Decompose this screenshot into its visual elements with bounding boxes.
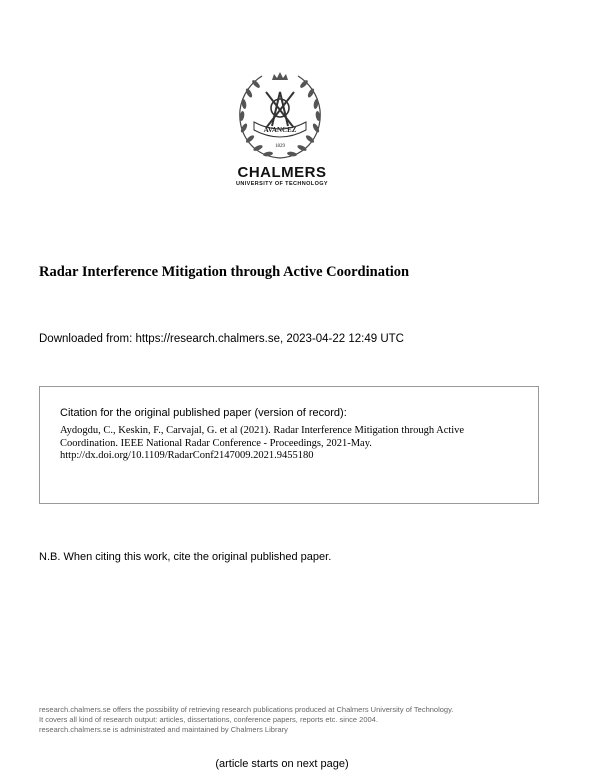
citation-line: Aydogdu, C., Keskin, F., Carvajal, G. et al (2021). Radar Interference Mitigation through Active [60, 425, 465, 436]
nb-note: N.B. When citing this work, cite the original published paper. [39, 551, 332, 563]
footer-line: It covers all kind of research output: articles, dissertations, conference papers, reports etc. since 2004. [39, 715, 378, 724]
downloaded-from-text: Downloaded from: https://research.chalmers.se, 2023-04-22 12:49 UTC [39, 333, 404, 345]
paper-title: Radar Interference Mitigation through Active Coordination [39, 264, 410, 280]
chalmers-seal-logo [232, 68, 328, 164]
next-page-note: (article starts on next page) [215, 758, 349, 770]
seal-banner-text: AVANCEZ [263, 126, 297, 134]
brand-name: CHALMERS [237, 164, 327, 181]
brand-subtitle: UNIVERSITY OF TECHNOLOGY [235, 181, 328, 187]
citation-line: Coordination. IEEE National Radar Conference - Proceedings, 2021-May. [60, 437, 372, 449]
footer-text [39, 705, 453, 735]
citation-doi-link[interactable]: http://dx.doi.org/10.1109/RadarConf2147009.2021.9455180 [60, 450, 314, 461]
footer-line: research.chalmers.se offers the possibility of retrieving research publications produced at Chalmers University of Technology. [39, 705, 454, 714]
citation-label: Citation for the original published paper (version of record): [60, 407, 347, 419]
citation-text [60, 425, 520, 463]
seal-year-text: 1829 [275, 144, 285, 149]
seal-graphic [232, 68, 328, 164]
citation-box [39, 386, 539, 504]
footer-line: research.chalmers.se is administrated and maintained by Chalmers Library [39, 725, 288, 734]
